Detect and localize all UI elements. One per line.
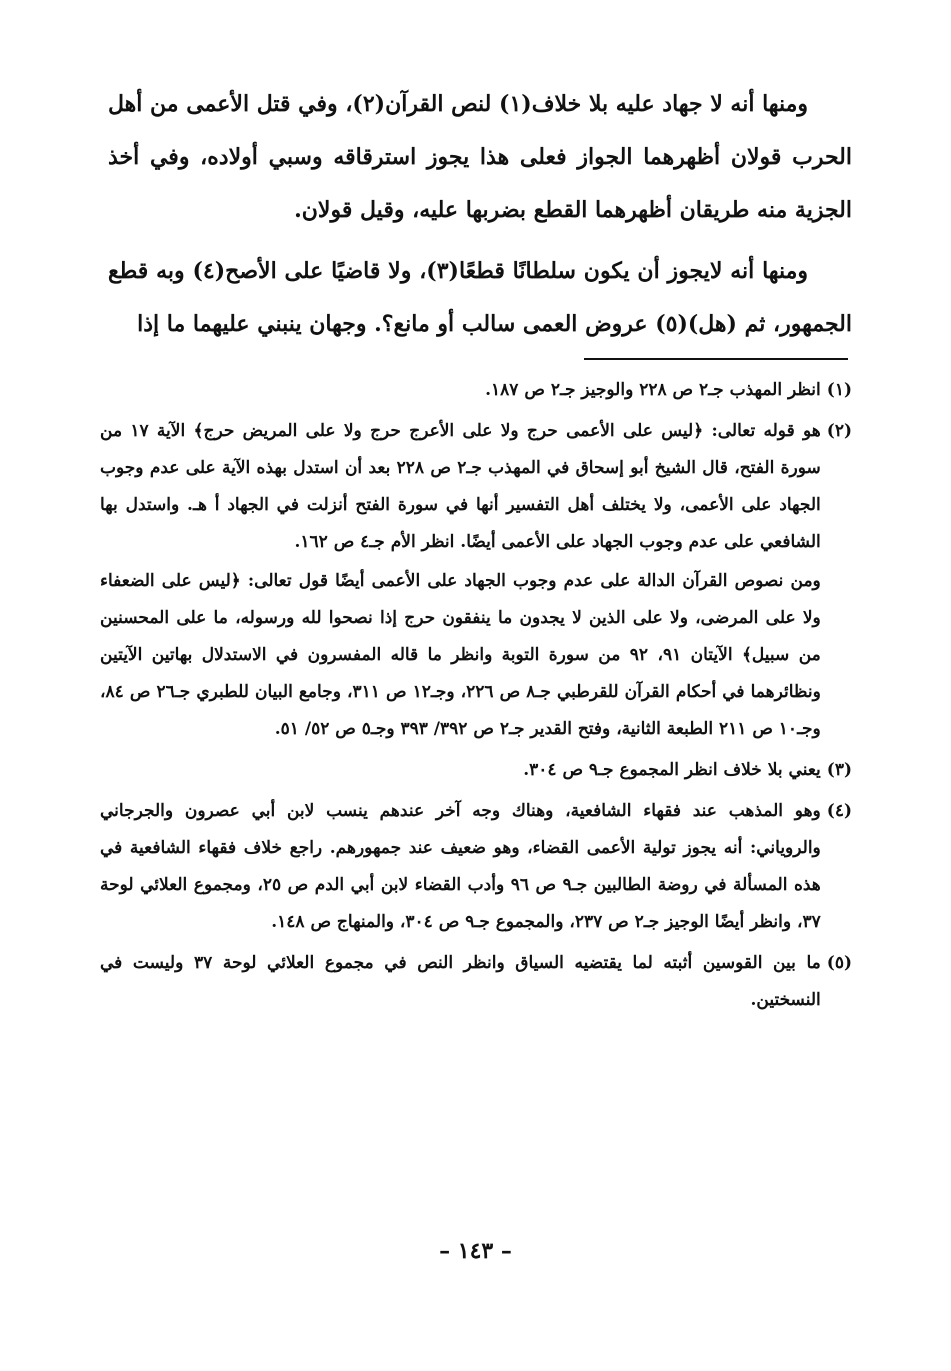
footnote-2 [100,413,852,748]
footnote-text: هو قوله تعالى: ﴿ليس على الأعمى حرج ولا على الأعرج حرج ولا على المريض حرج﴾ الآية ١٧ من سورة الفتح، قال الشيخ أبو إسحاق في المهذب جـ٢ ص ٢٢٨ بعد أن استدل بهذه الآية على عدم وجوب الجهاد على الأعمى، ولا يختلف أهل التفسير أنها في سورة الفتح أنزلت في الجهاد أ هـ. واستدل بها الشافعي على عدم وجوب الجهاد على الأعمى أيضًا. انظر الأم جـ٤ ص ١٦٢. [100,421,821,552]
footnote-3 [100,752,852,789]
footnote-body [100,413,821,748]
footnote-1 [100,372,852,409]
footnote-text: ما بين القوسين أثبته لما يقتضيه السياق وانظر النص في مجموع العلائي لوحة ٣٧ وليست في النسختين. [100,953,821,1010]
page-number: – ١٤٣ – [439,1238,512,1264]
footnote-number: (٣) [826,760,852,780]
main-paragraph-2: ومنها أنه لايجوز أن يكون سلطانًا قطعًا(٣)، ولا قاضيًا على الأصح(٤) وبه قطع الجمهور، ثم (هل)(٥) عروض العمى سالب أو مانع؟. وجهان ينبني عليهما ما إذا [108,258,852,337]
footnote-continuation: ومن نصوص القرآن الدالة على عدم وجوب الجهاد على الأعمى أيضًا قول تعالى: ﴿ليس على الضعفاء ولا على المرضى، ولا على الذين لا يجدون ما ينفقون حرج إذا نصحوا لله ورسوله، ما على المحسنين من سبيل﴾ الآيتان ٩١، ٩٢ من سورة التوبة وانظر ما قاله المفسرون في الاستدلال بهاتين الآيتين ونظائرهما في أحكام القرآن للقرطبي جـ٨ ص ٢٢٦، وجـ١٢ ص ٣١١، وجامع البيان للطبري جـ٢٦ ص ٨٤، وجـ١٠ ص ٢١١ الطبعة الثانية، وفتح القدير جـ٢ ص ٣٩٢/ ٣٩٣ وجـ٥ ص ٥٢/ ٥١. [100,571,821,739]
main-text [108,78,852,359]
main-paragraph-1: ومنها أنه لا جهاد عليه بلا خلاف(١) لنص القرآن(٢)، وفي قتل الأعمى من أهل الحرب قولان أظهرهما الجواز فعلى هذا يجوز استرقاقه وسبي أولاده، وفي أخذ الجزية منه طريقان أظهرهما القطع بضربها عليه، وقيل قولان. [107,91,852,223]
footnote-number: (٤) [826,801,852,821]
footnote-text: انظر المهذب جـ٢ ص ٢٢٨ والوجيز جـ٢ ص ١٨٧. [485,380,821,400]
footnote-number: (٥) [826,953,852,973]
footnote-text: يعني بلا خلاف انظر المجموع جـ٩ ص ٣٠٤. [523,760,821,780]
footnotes [100,372,852,1023]
footnote-5 [100,945,852,1019]
footnote-4 [100,793,852,941]
footnote-text: وهو المذهب عند فقهاء الشافعية، وهناك وجه آخر عندهم ينسب لابن أبي عصرون والجرجاني والروياني: أنه يجوز تولية الأعمى القضاء، وهو ضعيف عند جمهورهم. راجع خلاف فقهاء الشافعية في هذه المسألة في روضة الطالبين جـ٩ ص ٩٦ وأدب القضاء لابن أبي الدم ص ٢٥، ومجموع العلائي لوحة ٣٧، وانظر أيضًا الوجيز جـ٢ ص ٢٣٧، والمجموع جـ٩ ص ٣٠٤، والمنهاج ص ١٤٨. [100,801,821,932]
footnote-number: (١) [826,380,852,400]
footnote-number: (٢) [826,421,852,441]
footnote-separator [584,358,848,360]
